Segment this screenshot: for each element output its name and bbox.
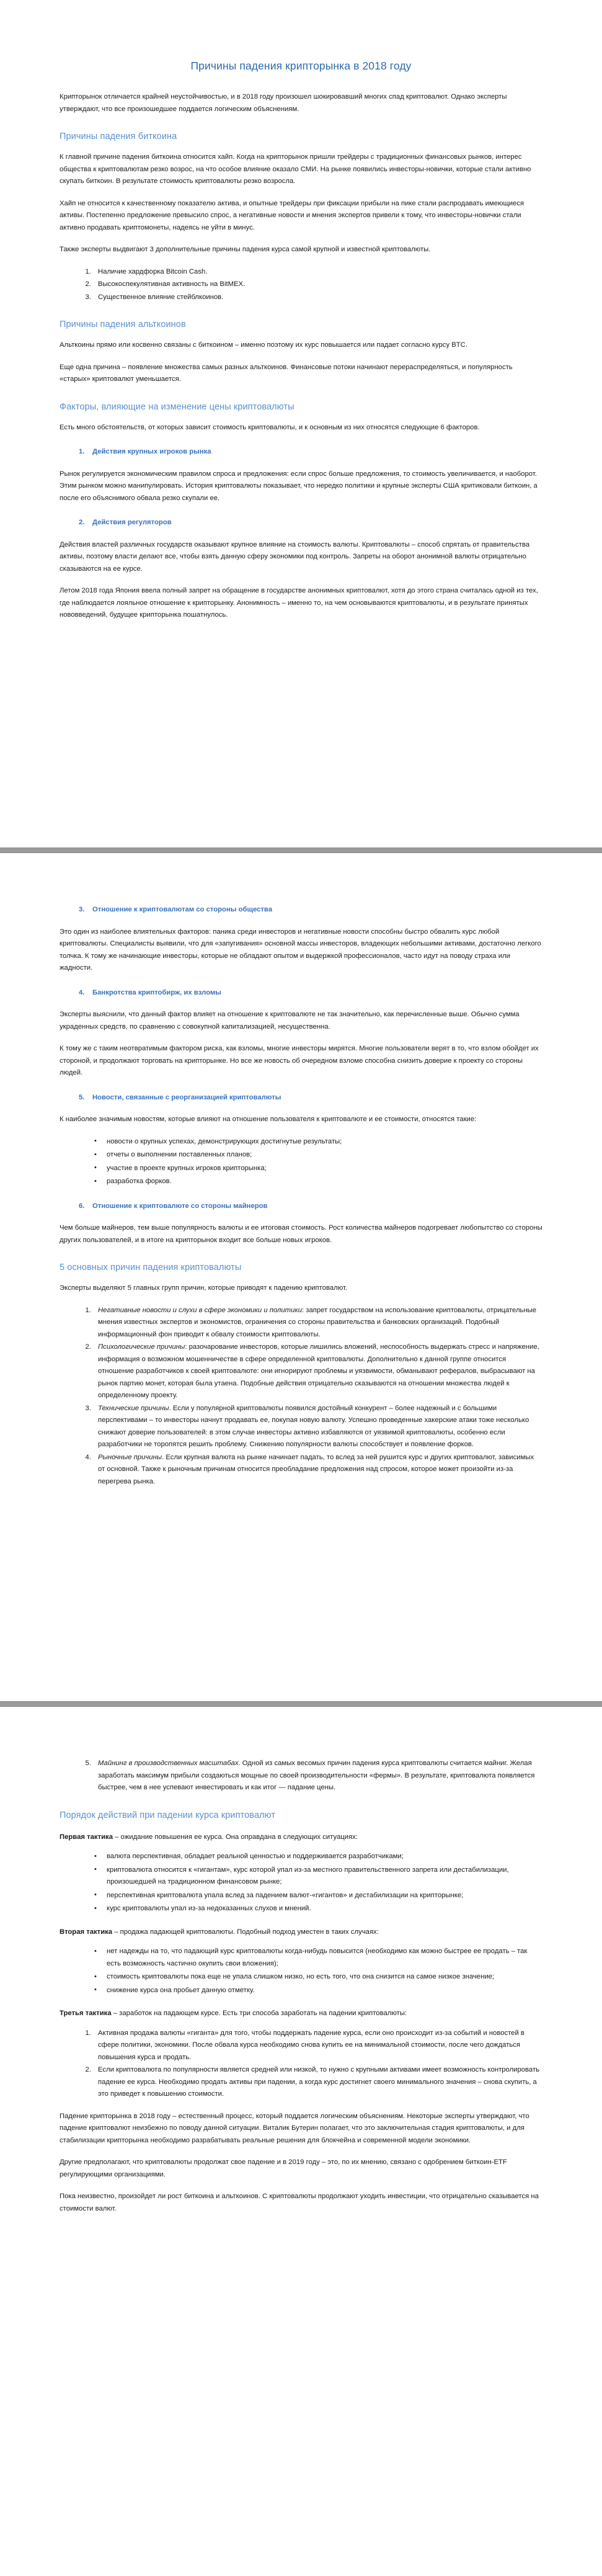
- factor-heading-2: [60, 517, 542, 529]
- tactic-2-paragraph: [60, 1926, 542, 1939]
- factor-title: Отношение к криптовалютам со стороны общества: [92, 906, 273, 913]
- five-reasons-list-continued: [60, 1758, 542, 1794]
- factor-3-paragraph-1: Это один из наиболее влиятельных факторов: паника среди инвесторов и негативные новости способны быстро обвалить курс любой криптовалюты. Специалисты выявили, что для «запугивания» основной массы инвесторов, владеющих небольшими активами, достаточно легкого толчка. К тому же начинающие инвесторы, которые не обладают опытом и выдержкой профессионалов, часто идут на поводу страха или жадности.: [60, 928, 541, 972]
- bitcoin-paragraph-2: Хайп не относится к качественному показателю актива, и опытные трейдеры при фиксации прибыли на пике стали распродавать имеющиеся активы. Постепенно предложение превысило спрос, а негативные новости и мнения экспертов привели к тому, что инвесторы-новички стали активно продавать криптомонеты, надеясь не уйти в минус.: [60, 199, 525, 231]
- reason-rest: . Если у популярной криптовалюты появился достойный конкурент – более надежный и с большими перспективами – то инвесторы начнут продавать ее, покупая новую валюту. Успешно проведенные хакерские атаки тоже несколько снижают доверие пользователей: в этом случае инвесторы активно избавляются от уязвимой криптовалюты, особенно если разработчики не торопятся решить проблему. Снижению популярности валюты способствует и появление форков.: [98, 1404, 529, 1448]
- bitcoin-paragraph-1: К главной причине падения биткоина относится хайп. Когда на крипторынок пришли трейдеры с традиционных финансовых рынков, интерес общества к криптовалютам резко возрос, на что особое влияние оказало СМИ. На рынке появились инвесторы-новички, которые стали активно скупать биткоин. В результате стоимость криптовалюты резко возросла.: [60, 153, 531, 185]
- list-item: • участие в проекте крупных игроков крипторынка;: [93, 1163, 542, 1175]
- five-reasons-list: [60, 1305, 542, 1488]
- altcoin-paragraph-2: Еще одна причина – появление множества самых разных альткоинов. Финансовые потоки начинают перераспределяться, и популярность «старых» криптовалют уменьшается.: [60, 363, 513, 383]
- section-heading-five-reasons: 5 основных причин падения криптовалюты: [60, 1263, 242, 1272]
- factor-2-paragraph-2: Летом 2018 года Япония ввела полный запрет на обращение в государстве анонимных криптовалют, хотя до этого страна считалась одной из тех, где наблюдается лояльное отношение к крипторынку. Анонимность – именно то, на чем основываются криптовалюты, и в результате принятых нововведений, будущее крипторынка пошатнулось.: [60, 587, 538, 619]
- section-heading-altcoins: Причины падения альткоинов: [60, 320, 186, 329]
- list-item: [93, 1452, 542, 1488]
- reason-rest: . Если крупная валюта на рынке начинает падать, то вслед за ней рушится курс и других криптовалют, зависимых от основной. Также к рыночным причинам относится преобладание предложения над спросом, которое может произойти из-за перегрева рынка.: [98, 1453, 534, 1485]
- list-item: • разработка форков.: [93, 1176, 542, 1188]
- factor-number: 4.: [79, 988, 85, 996]
- factor-heading-4: [60, 987, 542, 1000]
- reason-lead: Психологические причины: [98, 1343, 185, 1351]
- factor-2-paragraph-1: Действия властей различных государств оказывают крупное влияние на стоимость валюты. Криптовалюты – способ спрятать от правительства активы, поэтому власти делают все, чтобы взять данную сферу экономики под контроль. Запреты на оборот анонимной валюты отрицательно сказываются на ее курсе.: [60, 540, 530, 573]
- page-break-1: [0, 847, 602, 853]
- list-item: • перспективная криптовалюта упала вслед за падением валют-«гигантов» и дестабилизации на крипторынке;: [93, 1890, 542, 1902]
- page-title: Причины падения крипторынка в 2018 году: [190, 60, 412, 72]
- factor-title: Банкротства криптобирж, их взломы: [92, 988, 221, 996]
- factor-title: Действия регуляторов: [92, 519, 172, 526]
- list-item: • нет надежды на то, что падающий курс криптовалюты когда-нибудь повысится (необходимо как можно быстрее ее продать – так есть возможность частично окупить свои вложения);: [93, 1946, 542, 1970]
- list-item: • стоимость криптовалюты пока еще не упала слишком низко, но есть того, что она снизится на самое низкое значение;: [93, 1971, 542, 1983]
- factor-heading-6: [60, 1201, 542, 1213]
- list-item: 1. Наличие хардфорка Bitcoin Cash.: [93, 266, 542, 279]
- factor-title: Новости, связанные с реорганизацией криптовалюты: [92, 1093, 281, 1101]
- factor-heading-5: [60, 1092, 542, 1104]
- altcoin-paragraph-1: Альткоины прямо или косвенно связаны с биткоином – именно поэтому их курс повышается или падает согласно курсу BTC.: [60, 341, 467, 349]
- intro-paragraph: Крипторынок отличается крайней неустойчивостью, и в 2018 году произошел шокировавший многих спад криптовалют. Однако эксперты утверждают, что все произошедшее поддается логическим объяснениям.: [60, 93, 507, 113]
- factor-4-paragraph-2: К тому же с таким неотвратимым фактором риска, как взломы, многие инвесторы мирятся. Многие пользователи верят в то, что взлом обойдет их стороной, и продолжают торговать на крипторынке. Но все же новость об очередном взломе способна снизить доверие к проекту со стороны людей.: [60, 1045, 539, 1076]
- factor-heading-3: [60, 904, 542, 916]
- section-heading-bitcoin: Причины падения биткоина: [60, 132, 177, 141]
- bitcoin-reasons-list: [60, 266, 542, 304]
- factor-4-paragraph-1: Эксперты выяснили, что данный фактор влияет на отношение к криптовалюте не так значительно, как перечисленные выше. Обычно сумма украденных средств, по сравнению с совокупной капитализацией, несущественна.: [60, 1011, 520, 1031]
- list-item: • курс криптовалюты упал из-за недоказанных слухов и мнений.: [93, 1903, 542, 1915]
- conclusion-paragraph-2: Другие предполагают, что криптовалюты продолжат свое падение и в 2019 году – это, по их мнению, связано с одобрением биткоин-ETF регулирующими организациями.: [60, 2158, 507, 2178]
- list-item: 3. Существенное влияние стейблкоинов.: [93, 292, 542, 304]
- factor-number: 3.: [79, 906, 85, 913]
- page-1: [0, 0, 602, 847]
- list-item: [93, 1758, 542, 1794]
- list-item: [93, 1305, 542, 1341]
- list-item: 1. Активная продажа валюты «гиганта» для того, чтобы поддержать падение курса, если оно происходит из-за событий и новостей в сфере политики, экономики. После обвала курса необходимо снова купить ее на минимальной стоимости, после чего дождаться повышения курса и продать.: [93, 2028, 542, 2064]
- reason-rest: . Одной из самых весомых причин падения курса криптовалюты считается майниг. Желая заработать максимум прибыли создаються мощные по своей производительности «фермы». В результате, криптовалюта появляется быстрее, чем в нее успевают инвестировать и как итог — падание цены.: [98, 1760, 535, 1791]
- page-2: [0, 853, 602, 1701]
- factor-number: 6.: [79, 1202, 85, 1210]
- page-3: [0, 1707, 602, 2576]
- tactic-rest: – заработок на падающем курсе. Есть три способа заработать на падении криптовалюты:: [111, 2010, 407, 2017]
- reason-rest: : запрет государством на использование криптовалюты, отрицательные мнения известных экспертов и экономистов, ограничения со стороны правительства и банковских организаций. Подобный информационный фон приводит к обвалу стоимости криптовалюты.: [98, 1306, 537, 1338]
- tactic-rest: – продажа падающей криптовалюты. Подобный подход уместен в таких случаях:: [112, 1928, 379, 1936]
- reason-rest: : разочарование инвесторов, которые лишились вложений, неспособность выдержать стресс и напряжение, информация о возможном мошенничестве в сфере определенной криптовалюты. Дополнительно к данной группе относится отношение разработчиков к своей криптовалюте: они игнорируют проблемы и уязвимости, обманывают рефералов, выбрасывают на рынок партию монет, которая была утаена. Подобные действия отрицательно сказываются на отношении множества людей к определенному проекту.: [98, 1343, 539, 1399]
- factor-1-paragraph-1: Рынок регулируется экономическим правилом спроса и предложения: если спрос больше предложения, то стоимость увеличивается, и наоборот. Этим рынком можно манипулировать. История криптовалюты показывает, что нередко политики и крупные эксперты США критиковали биткоин, а после его объяснимого обвала резко скупали ее.: [60, 470, 538, 502]
- factor-5-paragraph-1: К наиболее значимым новостям, которые влияют на отношение пользователя к криптовалюте и ее стоимости, относятся такие:: [60, 1116, 477, 1123]
- list-item: • криптовалюта относится к «гигантам», курс которой упал из-за местного правительственного запрета или дестабилизации, произошедшей на традиционном финансовом рынке;: [93, 1864, 542, 1889]
- tactic-3-list: [60, 2028, 542, 2101]
- list-item: • снижение курса она пробьет данную отметку.: [93, 1985, 542, 1997]
- factor-heading-1: [60, 446, 542, 458]
- list-item: [93, 1403, 542, 1451]
- tactic-label: Третья тактика: [60, 2010, 112, 2017]
- list-item: • валюта перспективная, обладает реальной ценностью и поддерживается разработчиками;: [93, 1851, 542, 1863]
- tactic-rest: – ожидание повышения ее курса. Она оправдана в следующих ситуациях:: [113, 1833, 358, 1841]
- tactic-3-paragraph: [60, 2008, 542, 2020]
- list-item: [93, 1341, 542, 1402]
- factor-6-paragraph-1: Чем больше майнеров, тем выше популярность валюты и ее итоговая стоимость. Рост количества майнеров подогревает любопытство со стороны других пользователей, и в итоге на крипторынок входит все больше новых игроков.: [60, 1224, 542, 1244]
- list-item: • отчеты о выполнении поставленных планов;: [93, 1149, 542, 1161]
- page-break-2: [0, 1701, 602, 1707]
- tactic-label: Первая тактика: [60, 1833, 113, 1841]
- reason-lead: Рыночные причины: [98, 1453, 162, 1461]
- factors-intro: Есть много обстоятельств, от которых зависит стоимость криптовалюты, и к основным из них относятся следующие 6 факторов.: [60, 423, 480, 431]
- tactic-label: Вторая тактика: [60, 1928, 113, 1936]
- list-item: 2. Высокоспекулятивная активность на BitMEX.: [93, 279, 542, 291]
- section-heading-factors: Факторы, влияющие на изменение цены криптовалюты: [60, 401, 294, 412]
- list-item: • новости о крупных успехах, демонстрирующих достигнутые результаты;: [93, 1136, 542, 1148]
- list-item: 2. Если криптовалюта по популярности является средней или низкой, то нужно с крупными активами имеет возможность контролировать падение ее курса. Необходимо продать активы при падении, а когда курс достигнет своего минимального значения – снова скупить, а это приведет к повышению стоимости.: [93, 2064, 542, 2101]
- tactic-2-bullet-list: [60, 1946, 542, 1997]
- tactic-1-paragraph: [60, 1831, 542, 1844]
- conclusion-paragraph-1: Падение крипторынка в 2018 году – естественный процесс, который поддается логическим объяснениям. Некоторые эксперты утверждают, что падение криптовалют неизбежно по поводу данной ситуации. Виталик Бутерин полагает, что это заключительная стадия криптовалюты, и для стабилизации крипторынка необходимо разрабатывать реальные решения для блокчейна и современной модели экономики.: [60, 2112, 529, 2144]
- section-heading-tactics: Порядок действий при падении курса криптовалют: [60, 1810, 276, 1820]
- reason-lead: Технические причины: [98, 1404, 169, 1412]
- bitcoin-paragraph-3: Также эксперты выдвигают 3 дополнительные причины падения курса самой крупной и известной криптовалюты.: [60, 246, 431, 253]
- factor-number: 5.: [79, 1093, 85, 1101]
- reason-lead: Майнинг в производственных масштабах: [98, 1760, 239, 1767]
- tactic-1-bullet-list: [60, 1851, 542, 1915]
- factor-title: Отношение к криптовалюте со стороны майнеров: [92, 1202, 268, 1210]
- factor-title: Действия крупных игроков рынка: [92, 448, 211, 455]
- factor-5-bullet-list: [60, 1136, 542, 1188]
- five-reasons-intro: Эксперты выделяют 5 главных групп причин, которые приводят к падению криптовалют.: [60, 1284, 348, 1292]
- conclusion-paragraph-3: Пока неизвестно, произойдет ли рост биткоина и альткоинов. С криптовалюты продолжают уходить инвестиции, что отрицательно сказывается на стоимости валют.: [60, 2193, 539, 2212]
- reason-lead: Негативные новости и слухи в сфере экономики и политики: [98, 1306, 302, 1314]
- factor-number: 1.: [79, 448, 85, 455]
- factor-number: 2.: [79, 519, 85, 526]
